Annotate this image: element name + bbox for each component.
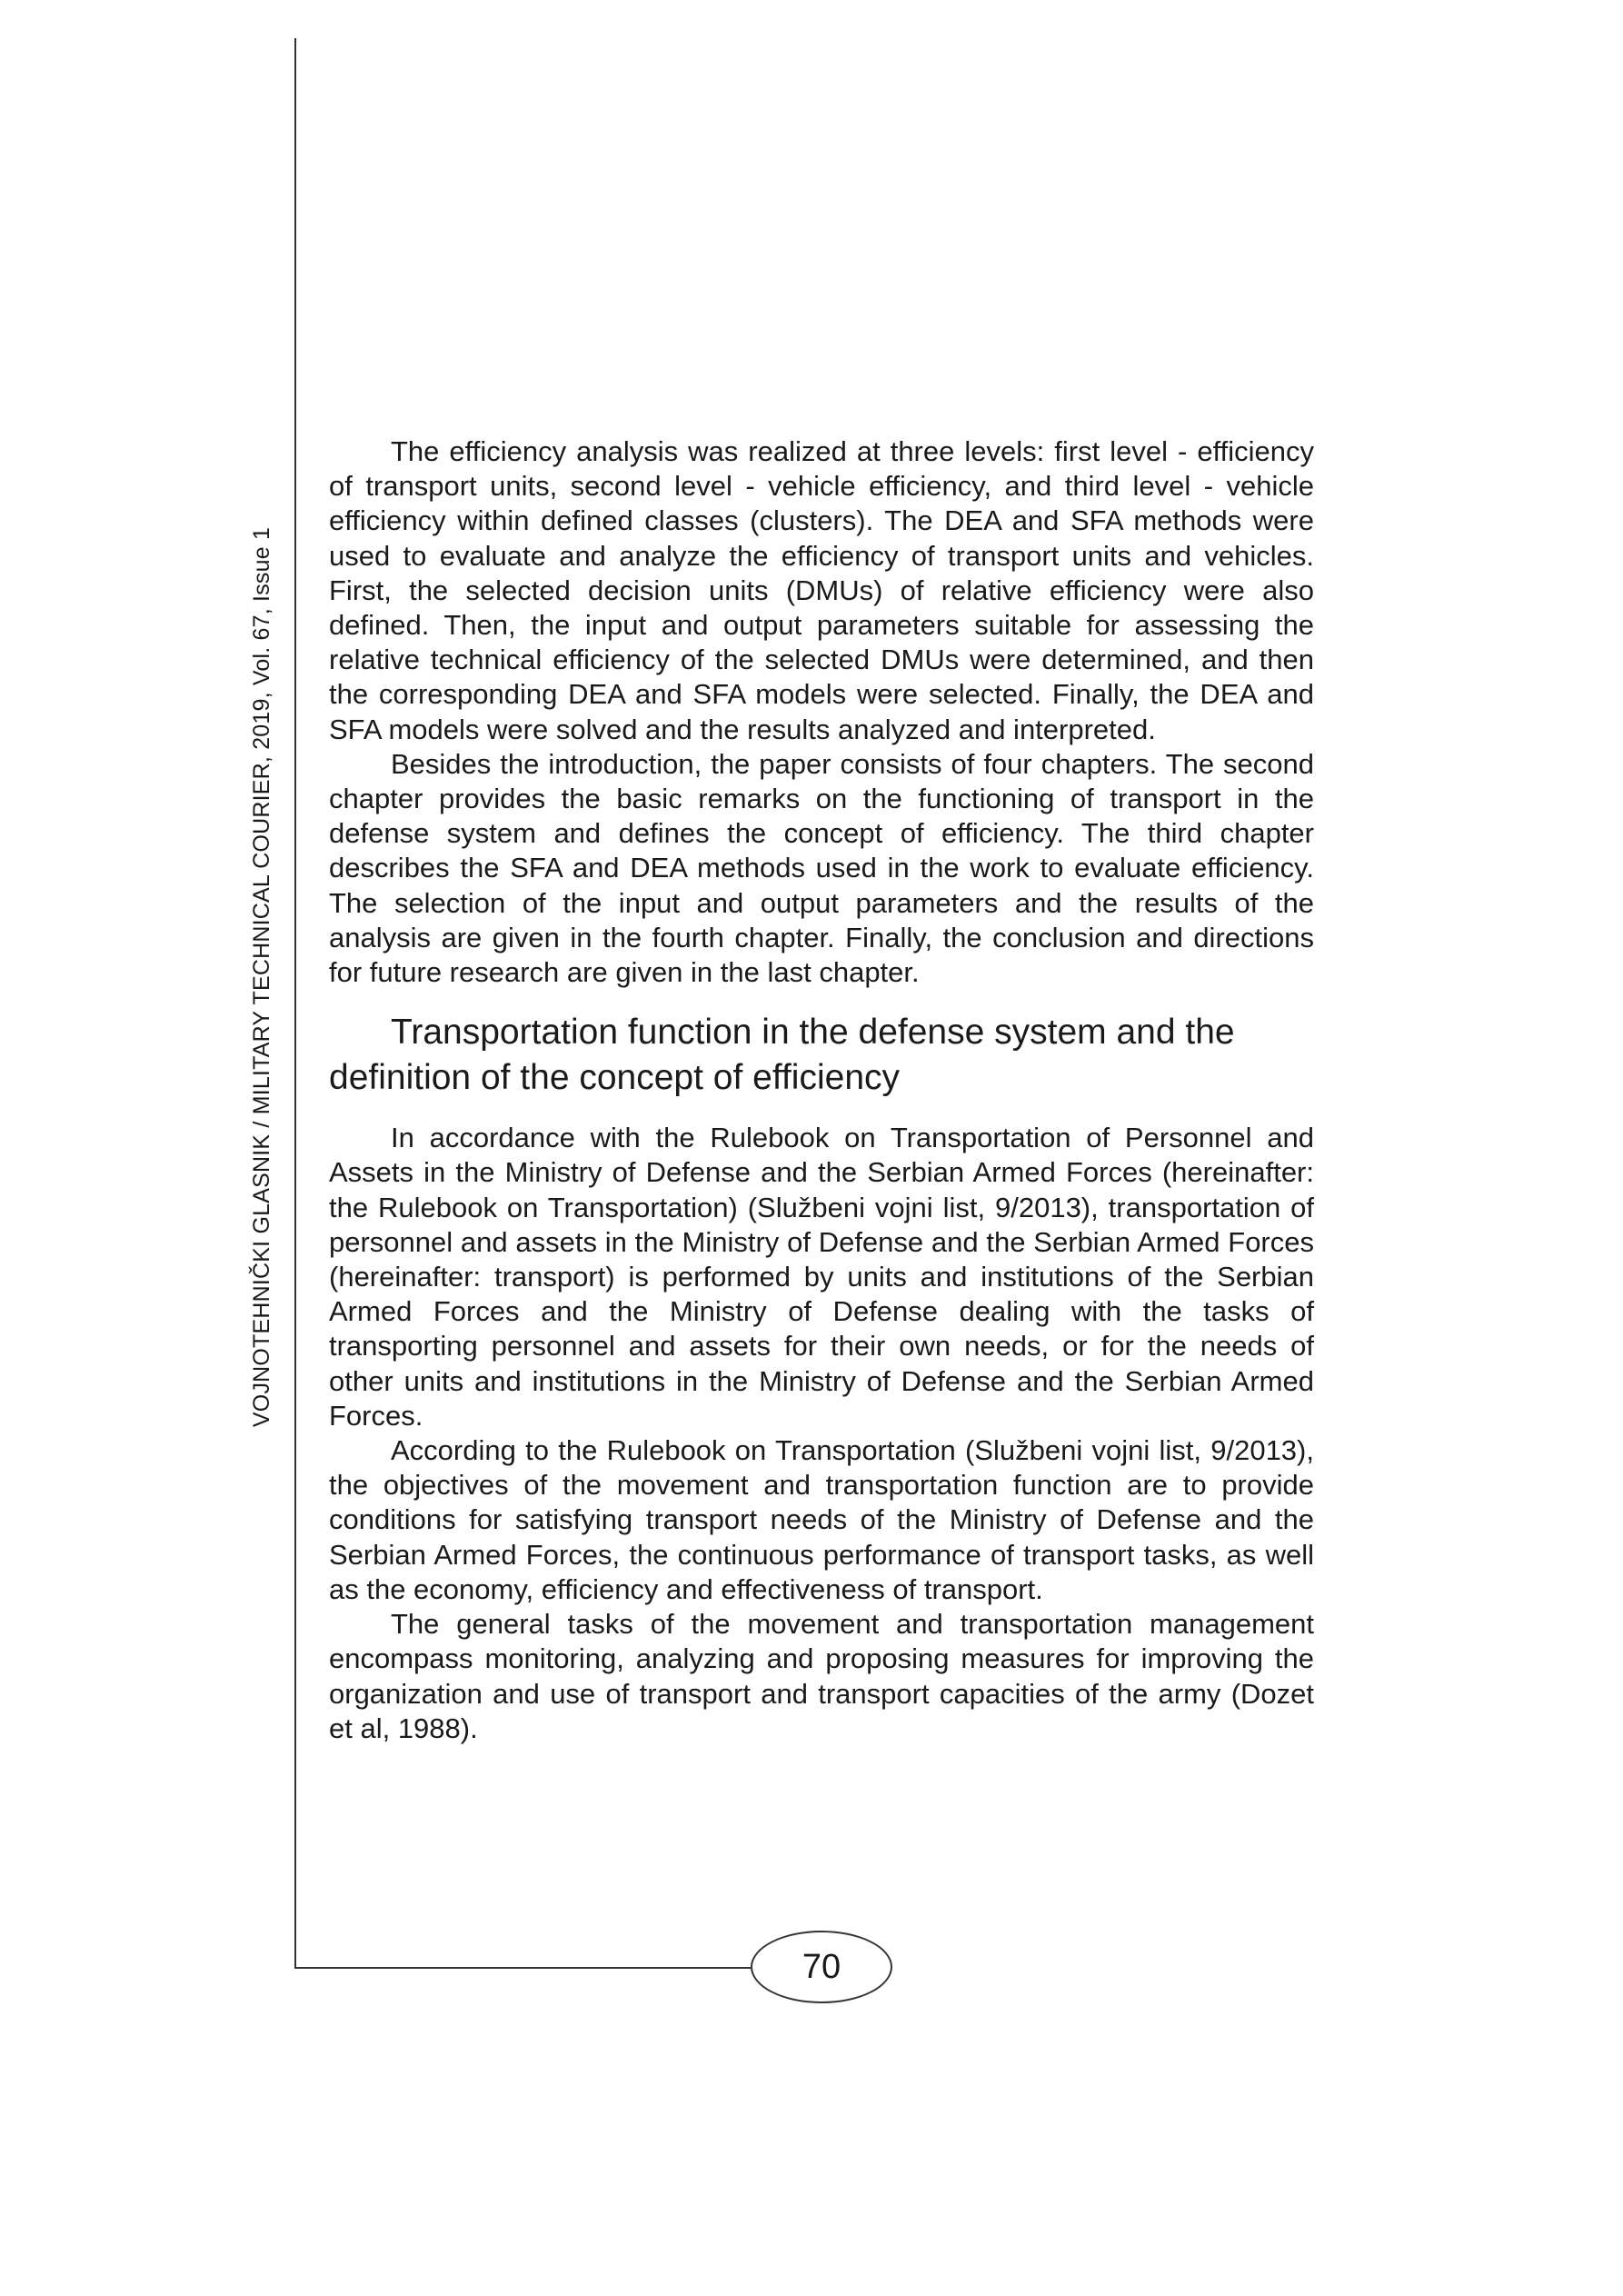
left-margin-rule [294, 38, 296, 1967]
page-number: 70 [802, 1948, 841, 1986]
intro-paragraph-1: The efficiency analysis was realized at three levels: first level - efficiency of transport units, second level - vehicle efficiency, and third level - vehicle efficiency within defined classes (clusters). The DEA and SFA methods were used to evaluate and analyze the efficiency of transport units and vehicles. First, the selected decision units (DMUs) of relative efficiency were also defined. Then, the input and output parameters suitable for assessing the relative technical efficiency of the selected DMUs were determined, and then the corresponding DEA and SFA models were selected. Finally, the DEA and SFA models were solved and the results analyzed and interpreted. [329, 435, 1314, 745]
section-paragraph-3: The general tasks of the movement and transportation management encompass monitoring, analyzing and proposing measures for improving the organization and use of transport and transport capacities of the army (Dozet et al, 1988). [329, 1608, 1314, 1744]
intro-paragraph-2: Besides the introduction, the paper consists of four chapters. The second chapter provides the basic remarks on the functioning of transport in the defense system and defines the concept of efficiency. The third chapter describes the SFA and DEA methods used in the work to evaluate efficiency. The selection of the input and output parameters and the results of the analysis are given in the fourth chapter. Finally, the conclusion and directions for future research are given in the last chapter. [329, 747, 1314, 989]
bottom-rule [294, 1967, 751, 1969]
section-paragraph-2: According to the Rulebook on Transportation (Službeni vojni list, 9/2013), the objectives of the movement and transportation function are to provide conditions for satisfying transport needs of the Ministry of Defense and the Serbian Armed Forces, the continuous performance of transport tasks, as well as the economy, efficiency and effectiveness of transport. [329, 1434, 1314, 1605]
section-paragraph-1: In accordance with the Rulebook on Transportation of Personnel and Assets in the Ministry of Defense and the Serbian Armed Forces (hereinafter: the Rulebook on Transportation) (Službeni vojni list, 9/2013), transportation of personnel and assets in the Ministry of Defense and the Serbian Armed Forces (hereinafter: transport) is performed by units and institutions of the Serbian Armed Forces and the Ministry of Defense dealing with the tasks of transporting personnel and assets for their own needs, or for the needs of other units and institutions in the Ministry of Defense and the Serbian Armed Forces. [329, 1122, 1314, 1432]
text-column [329, 434, 1314, 1746]
page-number-oval [751, 1931, 892, 2003]
running-head: VOJNOTEHNIČKI GLASNIK / MILITARY TECHNICAL COURIER, 2019, Vol. 67, Issue 1 [249, 526, 274, 1428]
section-heading: Transportation function in the defense system and the definition of the concept of efficiency [329, 1013, 1235, 1098]
